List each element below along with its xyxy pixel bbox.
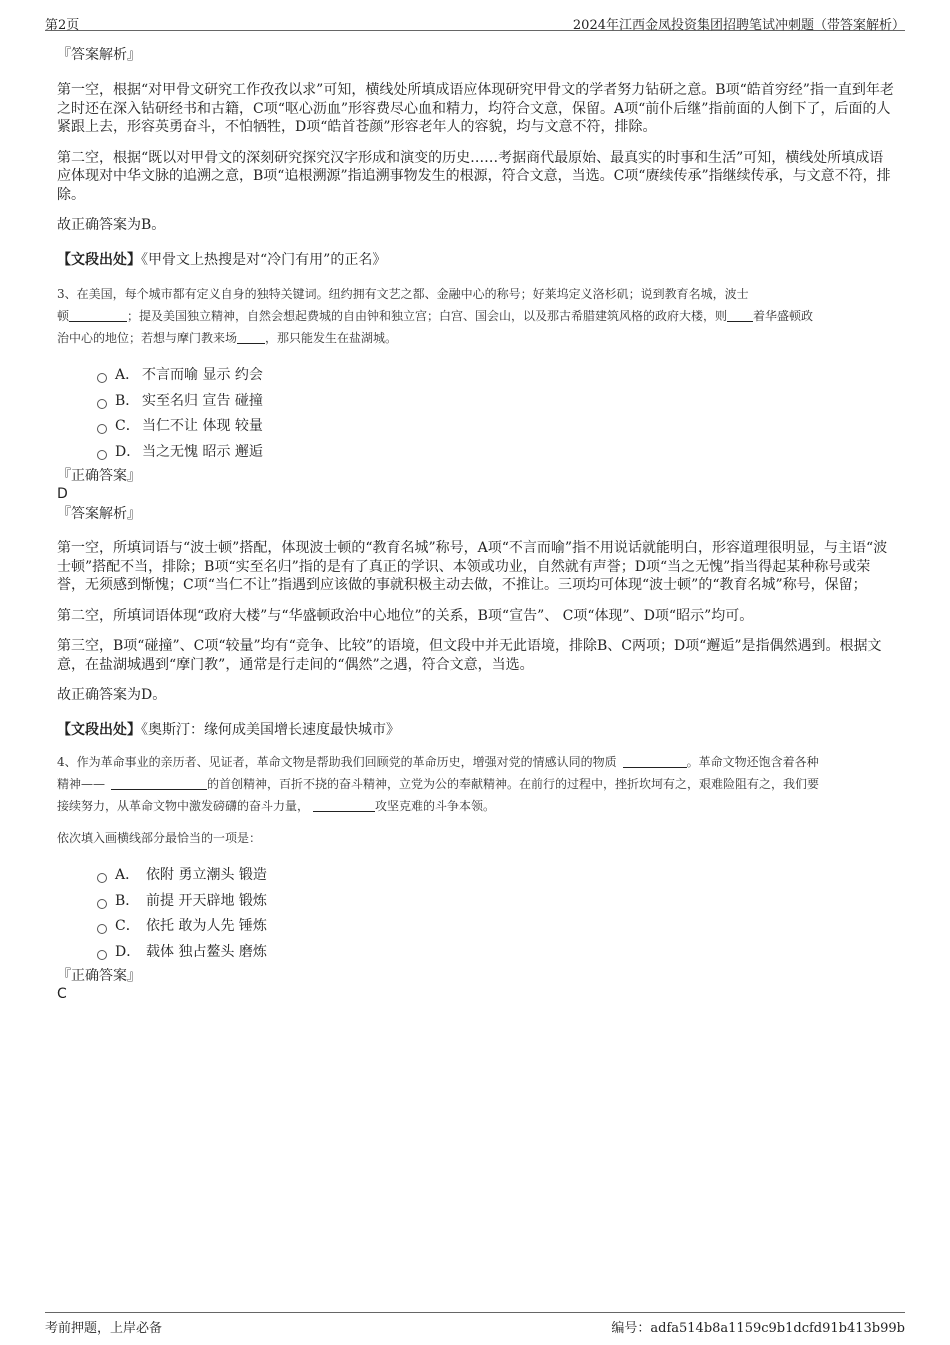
q3-blank-1 — [69, 307, 127, 322]
q4-stem-part-5: 接续努力，从革命文物中激发磅礴的奋斗力量， — [57, 799, 310, 813]
q3-blank-2 — [727, 307, 753, 322]
document-code: 编号：adfa514b8a1159c9b1dcfd91b413b99b — [611, 1321, 905, 1336]
q4-prompt: 依次填入画横线部分最恰当的一项是： — [57, 831, 262, 845]
q4-stem-part-6: 攻坚克难的斗争本领。 — [375, 799, 496, 813]
main-content — [57, 44, 897, 1003]
page-header — [45, 8, 905, 31]
q4-stem-part-4: 的首创精神，百折不挠的奋斗精神，立党为公的奉献精神。在前行的过程中，挫折坎坷有之，艰难险阻有之，我们要 — [207, 777, 820, 791]
q4-option-b[interactable]: B． 前提 开天辟地 锻炼 — [97, 889, 897, 915]
q3-stem-part-4: 着华盛顿政 — [753, 309, 814, 323]
radio-icon[interactable] — [97, 424, 107, 434]
q3-blank-3 — [237, 329, 265, 344]
q3-options — [97, 363, 897, 465]
q2-source — [57, 251, 897, 270]
page-footer — [45, 1312, 905, 1336]
q4-stem-part-3: 精神—— — [57, 777, 106, 791]
q4-stem — [57, 751, 897, 817]
q4-option-c[interactable]: C． 依托 敢为人先 锤炼 — [97, 914, 897, 940]
q4-answer: C — [57, 986, 67, 1002]
q3-analysis-label: 『答案解析』 — [57, 506, 141, 522]
q3-source — [57, 721, 897, 740]
q4-stem-part-1: 4、作为革命事业的亲历者、见证者，革命文物是帮助我们回顾党的革命历史，增强对党的情感认同的物质 — [57, 755, 617, 769]
q3-answer: D — [57, 486, 68, 502]
radio-icon[interactable] — [97, 373, 107, 383]
q3-option-a[interactable]: A． 不言而喻 显示 约会 — [97, 363, 897, 389]
radio-icon[interactable] — [97, 399, 107, 409]
q3-source-label: 【文段出处】 — [57, 721, 141, 738]
q4-option-d[interactable]: D． 载体 独占鳌头 磨炼 — [97, 940, 897, 966]
q4-blank-1 — [623, 753, 687, 768]
q3-source-title: 《奥斯汀：缘何成美国增长速度最快城市》 — [141, 721, 400, 738]
footer-note: 考前押题，上岸必备 — [45, 1321, 163, 1336]
q3-analysis-paragraph-1: 第一空，所填词语与“波士顿”搭配，体现波士顿的“教育名城”称号，A项“不言而喻”指不用说话就能明白，形容道理很明显，与主语“波士顿”搭配不当，排除；B项“实至名归”指的是有了真正的学识、本领或功业，自然就有声誉；D项“当之无愧”指当得起某种称号或荣誉，无须感到惭愧；C项“当仁不让”指遇到应该做的事就积极主动去做，不推让。三项均可体现“波士顿”的“教育名城”称号，保留； — [57, 540, 888, 593]
q3-stem-part-5: 治中心的地位；若想与摩门教来场 — [57, 331, 238, 345]
document-title: 2024年江西金凤投资集团招聘笔试冲刺题（带答案解析） — [572, 18, 905, 33]
q3-conclusion: 故正确答案为D。 — [57, 687, 167, 703]
q3-option-b[interactable]: B． 实至名归 宣告 碰撞 — [97, 389, 897, 415]
q3-option-c[interactable]: C． 当仁不让 体现 较量 — [97, 414, 897, 440]
q4-answer-label: 『正确答案』 — [57, 968, 141, 984]
radio-icon[interactable] — [97, 924, 107, 934]
q3-analysis-paragraph-3: 第三空，B项“碰撞”、C项“较量”均有“竞争、比较”的语境，但文段中并无此语境，排除B、C两项；D项“邂逅”是指偶然遇到。根据文意，在盐湖城遇到“摩门教”，通常是行走间的“偶然”之遇，符合文意，当选。 — [57, 638, 882, 673]
q2-analysis-paragraph-1: 第一空，根据“对甲骨文研究工作孜孜以求”可知，横线处所填成语应体现研究甲骨文的学者努力钻研之意。B项“皓首穷经”指一直到年老之时还在深入钻研经书和古籍，C项“呕心沥血”形容费尽心血和精力，均符合文意，保留。A项“前仆后继”指前面的人倒下了，后面的人紧跟上去，形容英勇奋斗，不怕牺牲，D项“皓首苍颜”形容老年人的容貌，均与文意不符，排除。 — [57, 82, 894, 135]
q4-blank-3 — [313, 797, 375, 812]
q2-analysis-paragraph-2: 第二空，根据“既以对甲骨文的深刻研究探究汉字形成和演变的历史……考据商代最原始、最真实的时事和生活”可知，横线处所填成语应体现对中华文脉的追溯之意，B项“追根溯源”指追溯事物发生的根源，符合文意，当选。C项“赓续传承”指继续传承，与文意不符，排除。 — [57, 149, 891, 203]
q3-stem-part-6: ，那只能发生在盐湖城。 — [265, 331, 398, 345]
q3-stem-part-2: 顿 — [57, 309, 70, 323]
radio-icon[interactable] — [97, 950, 107, 960]
radio-icon[interactable] — [97, 450, 107, 460]
q2-analysis-label: 『答案解析』 — [57, 47, 141, 63]
q2-source-label: 【文段出处】 — [57, 251, 141, 268]
q4-stem-part-2: 。革命文物还饱含着各种 — [686, 755, 819, 769]
q4-options — [97, 863, 897, 965]
page-number: 第2页 — [45, 18, 80, 33]
q3-option-d[interactable]: D． 当之无愧 昭示 邂逅 — [97, 440, 897, 466]
q2-conclusion: 故正确答案为B。 — [57, 217, 166, 233]
radio-icon[interactable] — [97, 899, 107, 909]
q3-stem-part-1: 3、在美国，每个城市都有定义自身的独特关键词。纽约拥有文艺之都、金融中心的称号；好莱坞定义洛杉矶；说到教育名城，波士 — [57, 287, 749, 301]
q4-option-a[interactable]: A． 依附 勇立潮头 锻造 — [97, 863, 897, 889]
q3-stem — [57, 283, 897, 349]
q3-stem-part-3: ；提及美国独立精神，自然会想起费城的自由钟和独立宫；白宫、国会山，以及那古希腊建筑风格的政府大楼，则 — [127, 309, 728, 323]
q3-analysis-paragraph-2: 第二空，所填词语体现“政府大楼”与“华盛顿政治中心地位”的关系，B项“宣告”、 C项“体现”、D项“昭示”均可。 — [57, 607, 754, 624]
q2-source-title: 《甲骨文上热搜是对“冷门有用”的正名》 — [141, 251, 387, 268]
radio-icon[interactable] — [97, 873, 107, 883]
q4-blank-2 — [111, 775, 207, 790]
q3-answer-label: 『正确答案』 — [57, 468, 141, 484]
